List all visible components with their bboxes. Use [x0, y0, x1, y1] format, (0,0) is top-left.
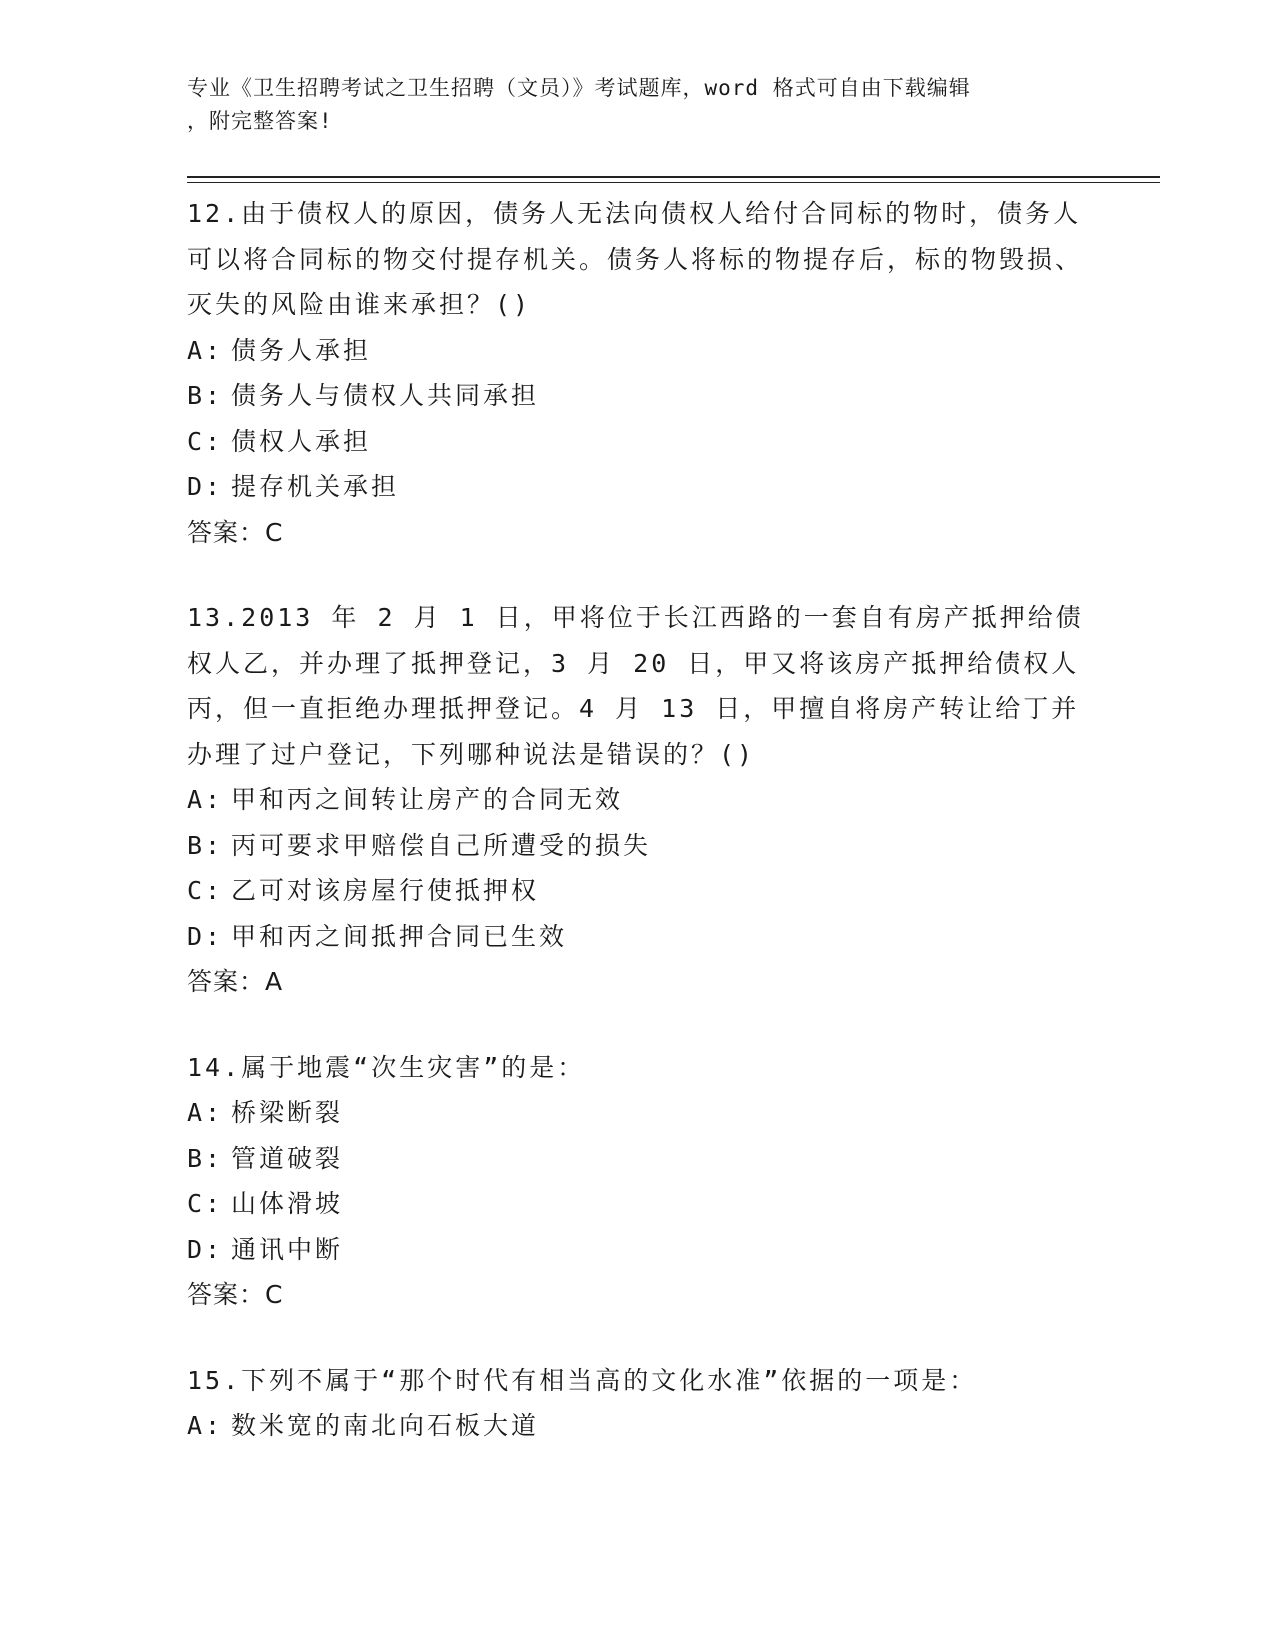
option-c [187, 868, 1087, 914]
answer: 答案：C [187, 1280, 284, 1309]
option-text: 管道破裂 [231, 1143, 344, 1173]
question-stem: 15.下列不属于“那个时代有相当高的文化水准”依据的一项是： [187, 1365, 978, 1395]
option-text: 丙可要求甲赔偿自己所遭受的损失 [231, 830, 652, 860]
option-a [187, 328, 1087, 374]
option-key: C: [187, 426, 224, 456]
answer: 答案：A [187, 967, 284, 996]
document-header [187, 72, 1067, 138]
header-divider-thin [187, 182, 1160, 183]
option-d [187, 914, 1087, 960]
question-list [187, 191, 1087, 1489]
option-a [187, 1090, 1087, 1136]
option-key: A: [187, 335, 224, 365]
option-text: 通讯中断 [231, 1234, 344, 1264]
option-key: C: [187, 876, 224, 905]
question-stem: 13.2013 年 2 月 1 日，甲将位于长江西路的一套自有房产抵押给债权人乙，并办理了抵押登记，3 月 20 日，甲又将该房产抵押给债权人丙，但一直拒绝办理抵押登记。4 月 13 日，甲擅自将房产转让给丁并办理了过户登记，下列哪种说法是错误的？() [187, 603, 1084, 769]
option-key: C: [187, 1189, 224, 1218]
header-divider-thick [187, 176, 1160, 178]
option-text: 债权人承担 [231, 426, 372, 456]
option-b [187, 373, 1087, 419]
option-text: 甲和丙之间转让房产的合同无效 [231, 785, 624, 814]
option-text: 债务人承担 [231, 335, 372, 365]
option-text: 数米宽的南北向石板大道 [231, 1411, 540, 1440]
option-d [187, 464, 1087, 510]
option-text: 甲和丙之间抵押合同已生效 [231, 921, 568, 951]
option-key: B: [187, 381, 224, 410]
option-key: D: [187, 1234, 224, 1264]
question-14 [187, 1045, 1087, 1318]
option-key: A: [187, 785, 224, 814]
header-line-1: 专业《卫生招聘考试之卫生招聘（文员）》考试题库，word 格式可自由下载编辑 [187, 76, 971, 100]
option-key: A: [187, 1411, 224, 1440]
question-13 [187, 595, 1087, 1005]
header-line-2: ，附完整答案! [187, 109, 333, 133]
option-key: B: [187, 830, 224, 860]
answer: 答案：C [187, 517, 284, 547]
option-text: 乙可对该房屋行使抵押权 [231, 876, 540, 905]
option-key: D: [187, 921, 224, 951]
option-text: 桥梁断裂 [231, 1098, 344, 1127]
option-a [187, 777, 1087, 823]
option-c [187, 419, 1087, 465]
question-stem: 14.属于地震“次生灾害”的是： [187, 1052, 586, 1082]
question-15 [187, 1358, 1087, 1449]
option-key: B: [187, 1143, 224, 1173]
option-text: 提存机关承担 [231, 472, 400, 501]
option-b [187, 823, 1087, 869]
option-key: A: [187, 1098, 224, 1127]
question-stem: 12.由于债权人的原因，债务人无法向债权人给付合同标的物时，债务人可以将合同标的物交付提存机关。债务人将标的物提存后，标的物毁损、灭失的风险由谁来承担？() [187, 199, 1084, 319]
option-text: 山体滑坡 [231, 1189, 344, 1218]
option-text: 债务人与债权人共同承担 [231, 381, 540, 410]
option-d [187, 1227, 1087, 1273]
option-a [187, 1403, 1087, 1449]
question-12 [187, 191, 1087, 555]
option-b [187, 1136, 1087, 1182]
option-c [187, 1181, 1087, 1227]
option-key: D: [187, 472, 224, 501]
